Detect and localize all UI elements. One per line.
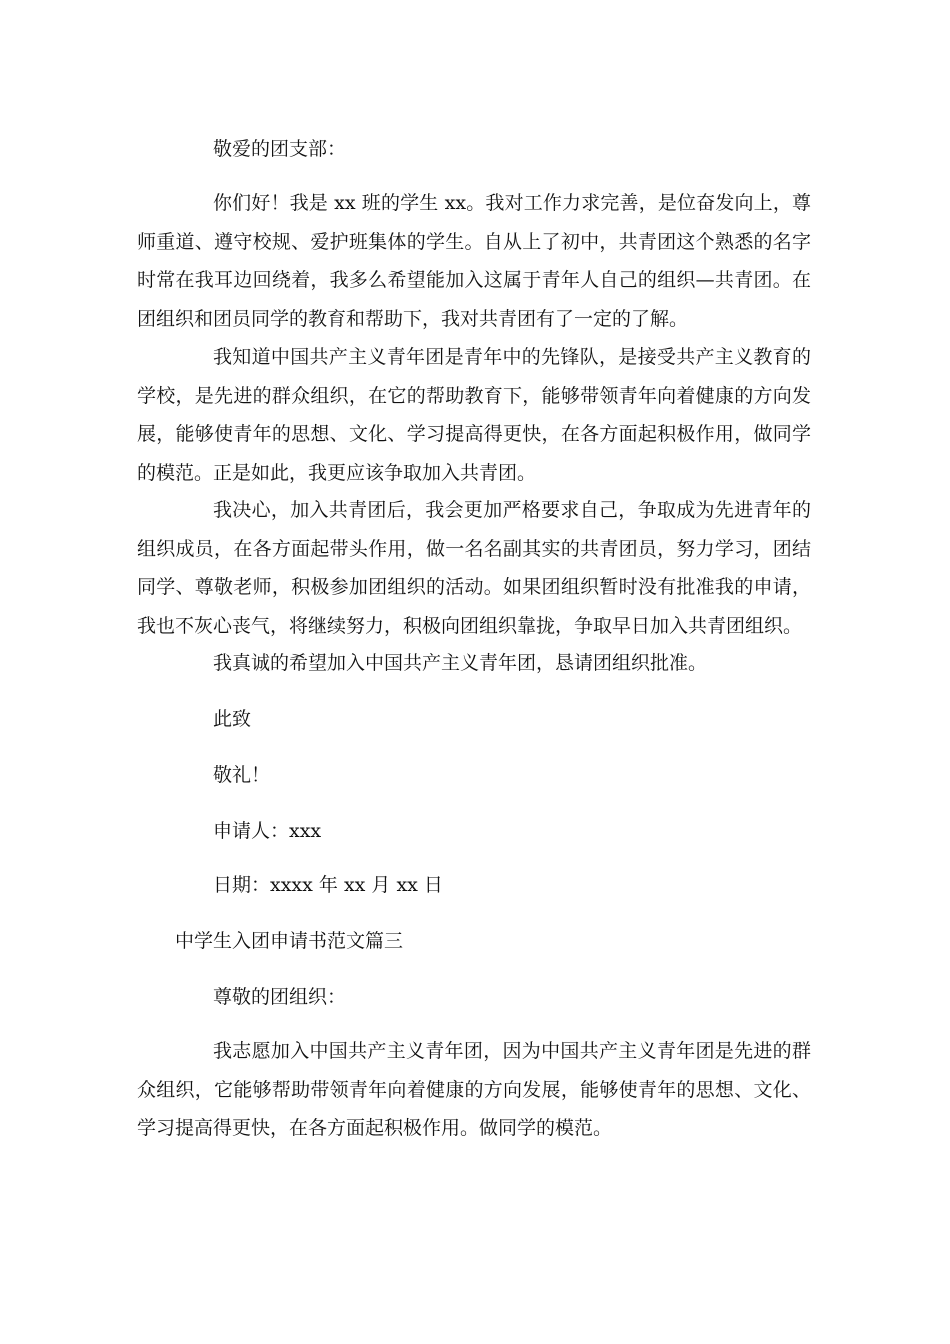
paragraph-introduction: 你们好！我是 xx 班的学生 xx。我对工作力求完善，是位奋发向上，尊师重道、遵守校规、爱护班集体的学生。自从上了初中，共青团这个熟悉的名字时常在我耳边回绕着，我多么希望能加入这属于青年人自己的组织—共青团。在团组织和团员同学的教育和帮助下，我对共青团有了一定的了解。 [137, 192, 811, 330]
paragraph-determination: 我决心，加入共青团后，我会更加严格要求自己，争取成为先进青年的组织成员，在各方面起带头作用，做一名名副其实的共青团员，努力学习，团结同学、尊敬老师，积极参加团组织的活动。如果团组织暂时没有批准我的申请，我也不灰心丧气，将继续努力，积极向团组织靠拢，争取早日加入共青团组织。 [137, 499, 811, 637]
applicant-line: 申请人：xxx [213, 820, 322, 842]
paragraph-understanding: 我知道中国共产主义青年团是青年中的先锋队，是接受共产主义教育的学校，是先进的群众组织，在它的帮助教育下，能够带领青年向着健康的方向发展，能够使青年的思想、文化、学习提高得更快，在各方面起积极作用，做同学的模范。正是如此，我更应该争取加入共青团。 [137, 346, 811, 484]
paragraph-sincere-wish: 我真诚的希望加入中国共产主义青年团，恳请团组织批准。 [213, 652, 708, 674]
date-line: 日期：xxxx 年 xx 月 xx 日 [213, 874, 443, 896]
closing-cizhi: 此致 [213, 708, 252, 730]
section-heading: 中学生入团申请书范文篇三 [175, 930, 404, 952]
salutation-team-branch: 敬爱的团支部： [213, 138, 347, 160]
closing-jingli: 敬礼！ [213, 764, 271, 786]
salutation-team-organization: 尊敬的团组织： [213, 986, 347, 1008]
paragraph-volunteer: 我志愿加入中国共产主义青年团，因为中国共产主义青年团是先进的群众组织，它能够帮助带领青年向着健康的方向发展，能够使青年的思想、文化、学习提高得更快，在各方面起积极作用。做同学的模范。 [137, 1040, 811, 1139]
